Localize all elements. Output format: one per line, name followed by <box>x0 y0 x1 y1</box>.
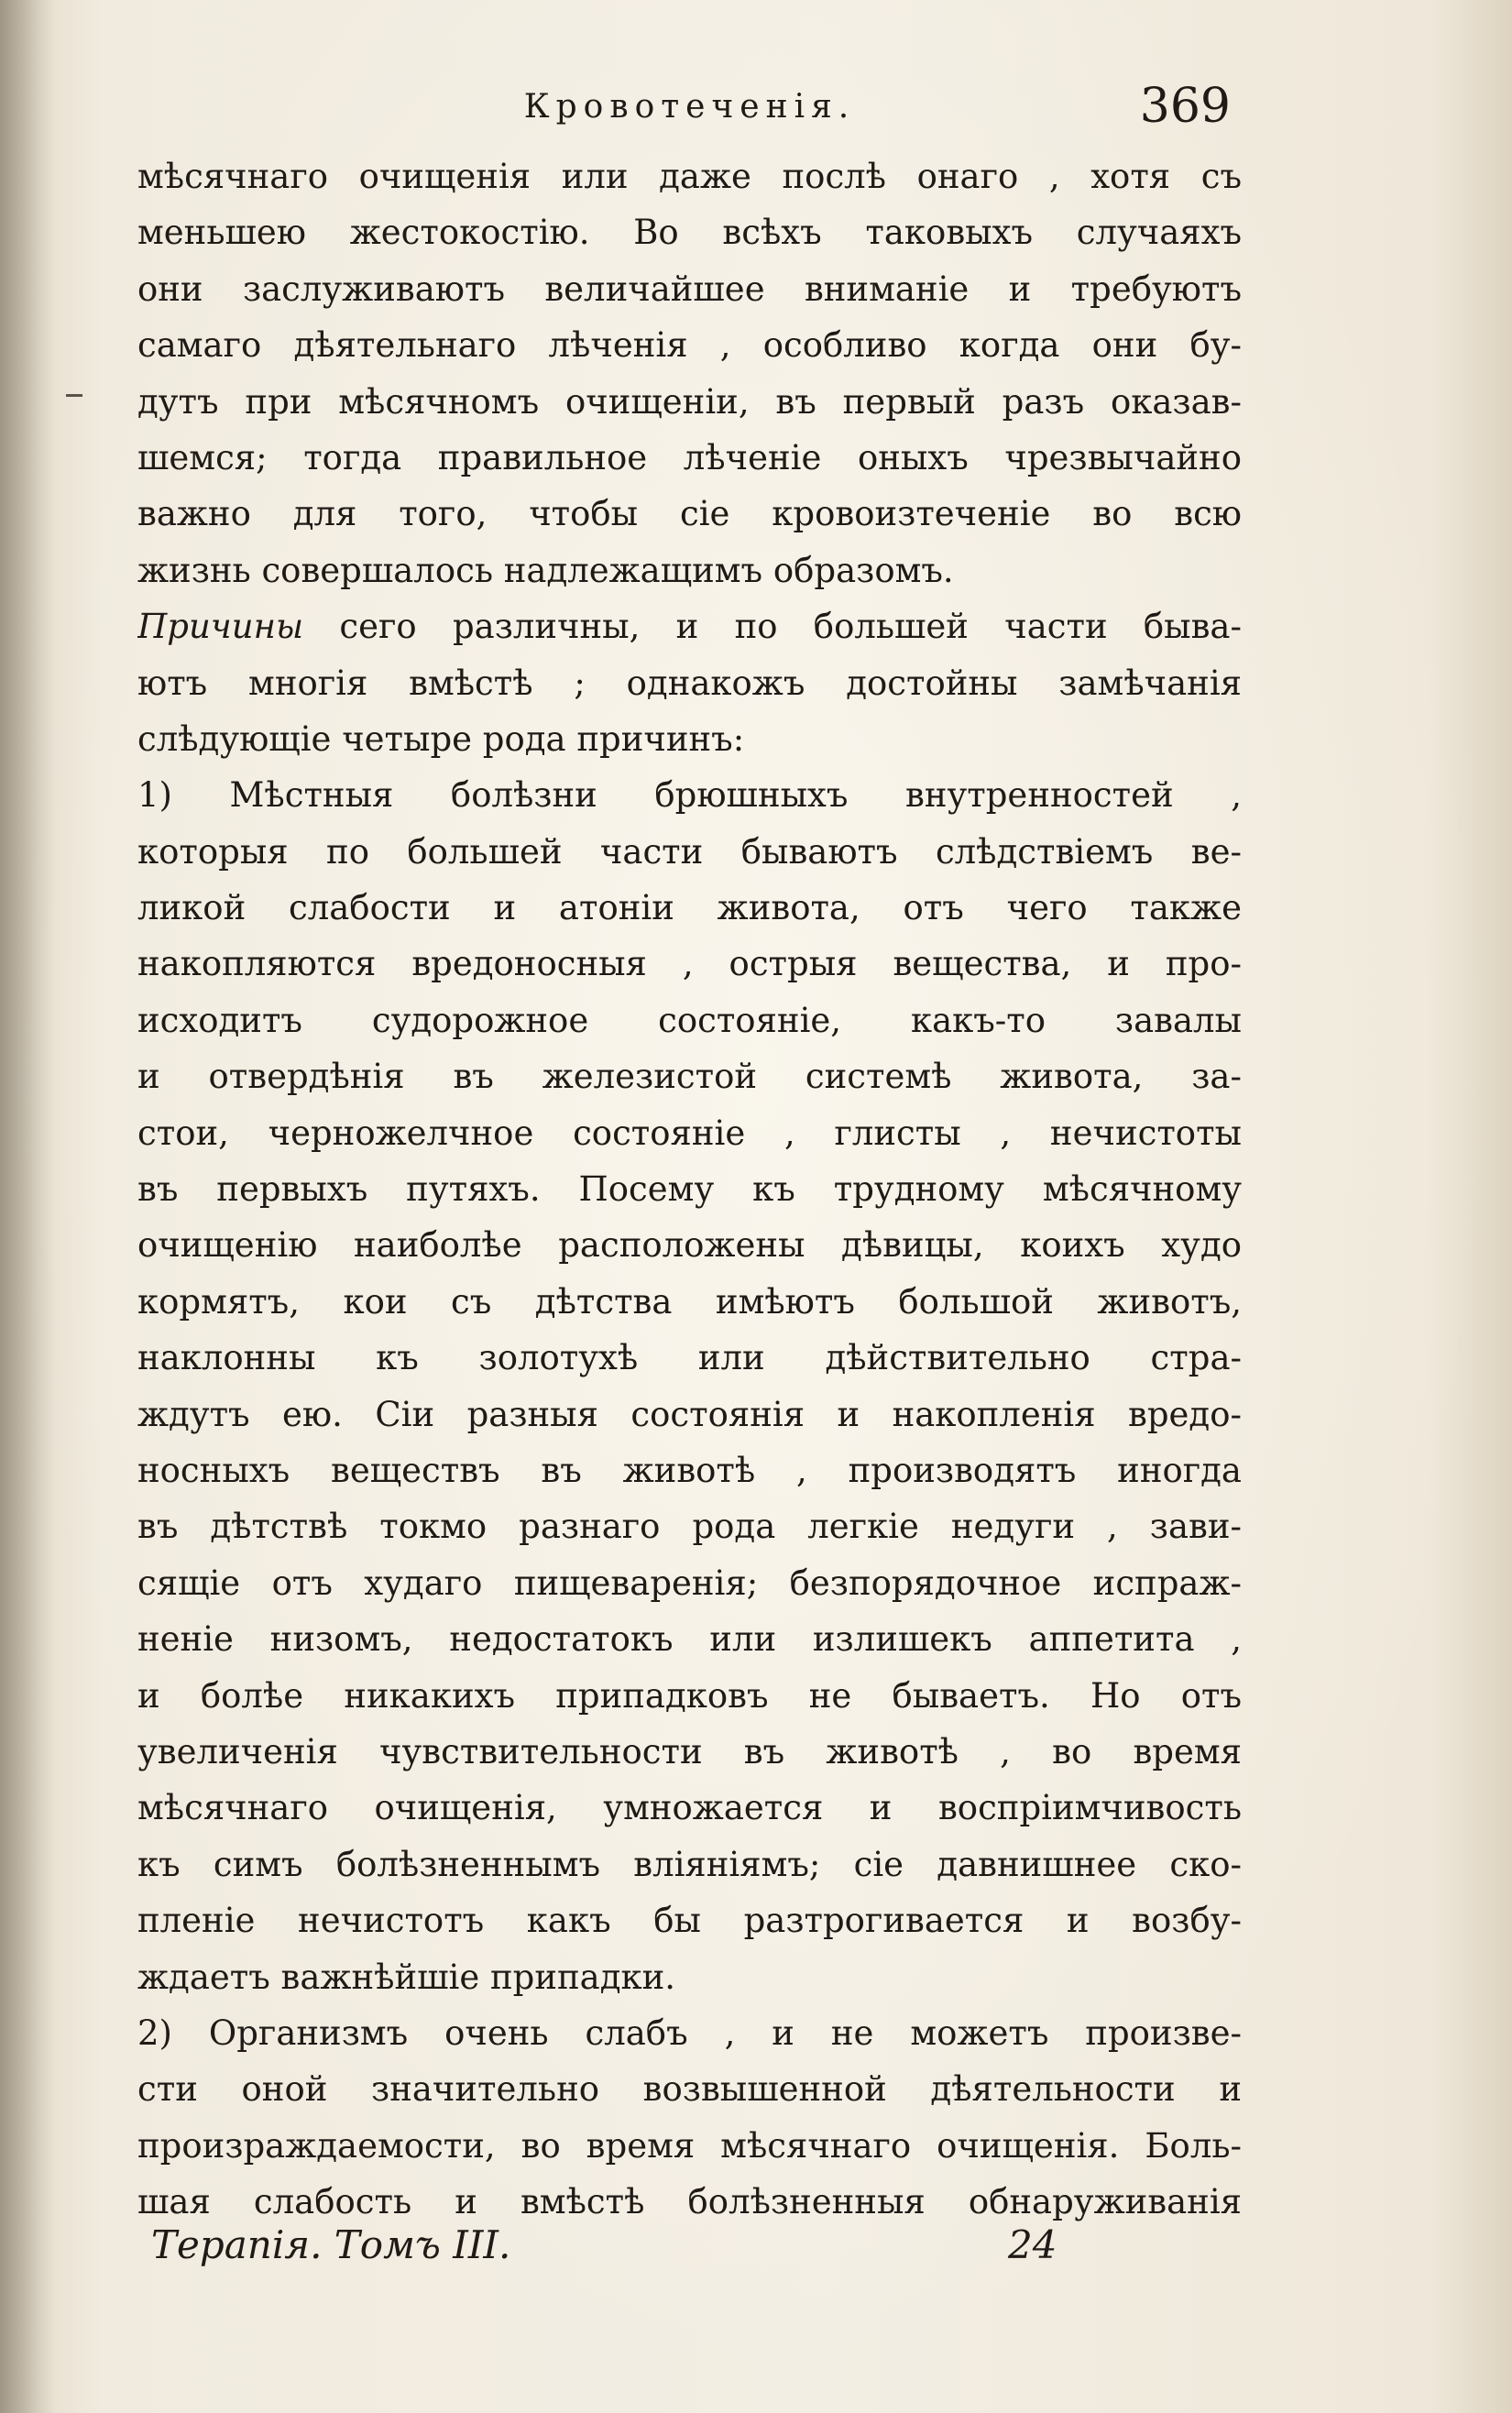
text-line: наклонны къ золотухѣ или дѣйствительно стра- <box>137 1338 1242 1378</box>
text-line: накопляются вредоносныя , острыя вещества, и про- <box>137 944 1242 984</box>
spine-shadow <box>0 0 55 2413</box>
text-line: ликой слабости и атоніи живота, отъ чего также <box>137 888 1242 928</box>
text-line: ждутъ ею. Сіи разныя состоянія и накопленія вредо- <box>137 1394 1242 1434</box>
text-line: въ первыхъ путяхъ. Посему къ трудному мѣсячному <box>137 1169 1242 1210</box>
body-text <box>137 148 1242 2230</box>
text-line: важно для того, чтобы сіе кровоизтеченіе во всю <box>137 494 1242 534</box>
text-line: они заслуживаютъ величайшее вниманіе и требуютъ <box>137 269 1242 309</box>
text-line: въ дѣтствѣ токмо разнаго рода легкіе недуги , зави- <box>137 1507 1242 1547</box>
text-line: и болѣе никакихъ припадковъ не бываетъ. Но отъ <box>137 1675 1242 1716</box>
text-line: жизнь совершалось надлежащимъ образомъ. <box>137 550 954 590</box>
page-number: 369 <box>1139 79 1231 134</box>
text-line: шая слабость и вмѣстѣ болѣзненныя обнаруживанія <box>137 2182 1242 2222</box>
text-line: сящіе отъ худаго пищеваренія; безпорядочное испраж- <box>137 1563 1242 1603</box>
running-head: Кровотеченія. <box>523 88 856 126</box>
italic-term: Причины <box>137 607 304 647</box>
text-line: и отвердѣнія въ железистой системѣ живота, за- <box>137 1057 1242 1097</box>
text-line: дутъ при мѣсячномъ очищеніи, въ первый разъ оказав- <box>137 381 1242 422</box>
text-line: къ симъ болѣзненнымъ вліяніямъ; сіе давнишнее ско- <box>137 1844 1242 1884</box>
text-line: слѣдующіе четыре рода причинъ: <box>137 718 745 759</box>
text-line: ютъ многія вмѣстѣ ; однакожъ достойны замѣчанія <box>137 663 1242 703</box>
text-line: самаго дѣятельнаго лѣченія , особливо когда они бу- <box>137 325 1242 366</box>
text-line: неніе низомъ, недостатокъ или излишекъ аппетита , <box>137 1619 1242 1660</box>
text-line: мѣсячнаго очищенія или даже послѣ онаго , хотя съ <box>137 157 1242 196</box>
page-header <box>137 79 1242 143</box>
margin-mark <box>66 394 82 397</box>
text-line: кормятъ, кои съ дѣтства имѣютъ большой животъ, <box>137 1281 1242 1322</box>
text-line: 1) Мѣстныя болѣзни брюшныхъ внутренностей , <box>137 775 1242 816</box>
text-line: увеличенія чувствительности въ животѣ , во время <box>137 1731 1242 1771</box>
text-line: ждаетъ важнѣйшіе припадки. <box>137 1957 676 1997</box>
text-line: мѣсячнаго очищенія, умножается и воспріимчивость <box>137 1788 1242 1828</box>
text-line: меньшею жестокостію. Во всѣхъ таковыхъ случаяхъ <box>137 213 1242 253</box>
text-line: исходитъ судорожное состояніе, какъ-то завалы <box>137 1000 1242 1040</box>
page-footer <box>151 2222 1255 2287</box>
text-line: очищенію наиболѣе расположены дѣвицы, коихъ худо <box>137 1225 1242 1266</box>
text-line: шемся; тогда правильное лѣченіе оныхъ чрезвычайно <box>137 437 1242 477</box>
causes-paragraph-line: Причины сего различны, и по большей части быва- <box>137 607 1242 647</box>
signature-mark: 24 <box>1008 2222 1057 2267</box>
text-line-paragraph-start <box>137 598 1242 654</box>
text-line: произраждаемости, во время мѣсячнаго очищенія. Боль- <box>137 2125 1242 2166</box>
text-line: пленіе нечистотъ какъ бы разтрогивается и возбу- <box>137 1901 1242 1941</box>
text-line: носныхъ веществъ въ животѣ , производятъ иногда <box>137 1450 1242 1490</box>
text-line: стои, черножелчное состояніе , глисты , нечистоты <box>137 1113 1242 1153</box>
text-line: 2) Организмъ очень слабъ , и не можетъ произве- <box>137 2013 1242 2053</box>
text-line: которыя по большей части бываютъ слѣдствіемъ ве- <box>137 831 1242 872</box>
volume-title: Терапія. Томъ III. <box>151 2222 511 2267</box>
text-line: сти оной значительно возвышенной дѣятельности и <box>137 2069 1242 2110</box>
